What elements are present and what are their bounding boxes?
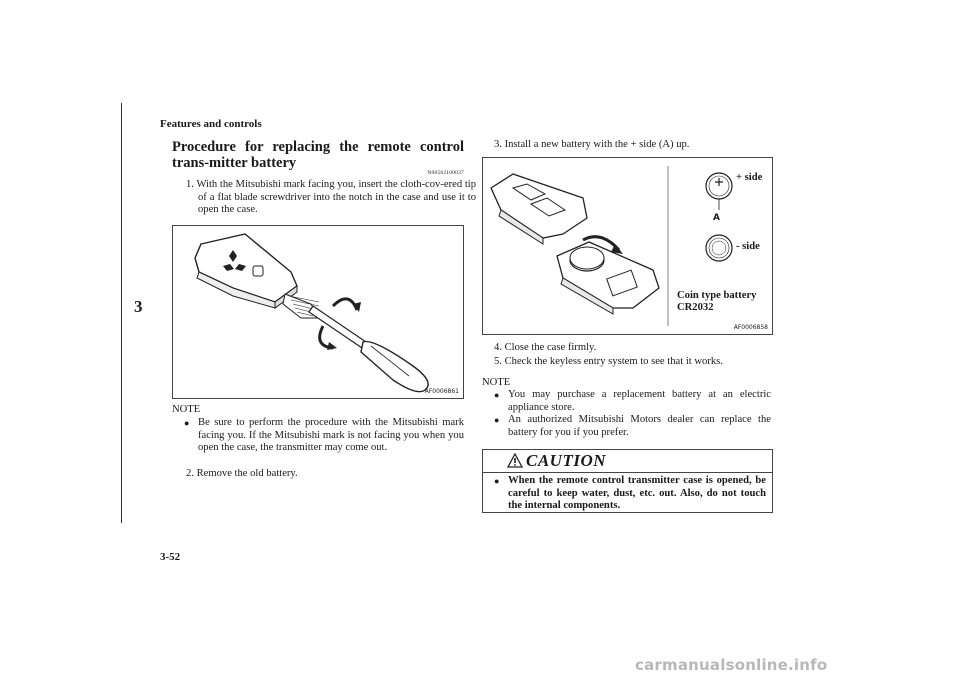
plus-side-label: + side xyxy=(736,172,763,183)
footer-watermark[interactable]: carmanualsonline.info xyxy=(635,656,828,674)
label-a: A xyxy=(713,213,720,223)
note-label-right: NOTE xyxy=(482,377,511,388)
running-header: Features and controls xyxy=(160,118,262,130)
bullet-icon: ● xyxy=(494,476,500,486)
section-title: Procedure for replacing the remote control trans-mitter battery xyxy=(172,139,464,171)
step-4: 4. Close the case firmly. xyxy=(494,342,597,353)
step-5: 5. Check the keyless entry system to see that it works. xyxy=(494,356,723,367)
minus-side-label: - side xyxy=(736,241,760,252)
chapter-divider-line xyxy=(121,103,122,523)
step-3: 3. Install a new battery with the + side (A) up. xyxy=(494,139,690,150)
note-item xyxy=(184,417,464,455)
battery-model-label: CR2032 xyxy=(677,302,714,313)
note-text-1: You may purchase a replacement battery at an electric appliance store. xyxy=(508,389,771,413)
step-2: 2. Remove the old battery. xyxy=(186,468,298,479)
key-screwdriver-illustration xyxy=(173,226,463,398)
note-item-2 xyxy=(494,414,771,439)
figure-1-code: AF0006861 xyxy=(424,388,459,395)
battery-type-label: Coin type battery xyxy=(677,290,757,301)
note-item-1 xyxy=(494,389,771,414)
note-text: Be sure to perform the procedure with the Mitsubishi mark facing you. If the Mitsubishi mark is not facing you when you open the case, the transmitter may come out. xyxy=(198,417,464,454)
note-label: NOTE xyxy=(172,404,201,415)
battery-minus-icon xyxy=(706,235,732,261)
page-number: 3-52 xyxy=(160,551,181,563)
bullet-icon: ● xyxy=(184,418,190,428)
chapter-tab: 3 xyxy=(134,297,143,316)
caution-box xyxy=(482,449,773,513)
figure-2-code: AF0006858 xyxy=(733,324,768,331)
section-code: N00562100037 xyxy=(427,170,464,176)
caution-title: CAUTION xyxy=(526,451,607,470)
note-text-2: An authorized Mitsubishi Motors dealer can replace the battery for you if you prefer. xyxy=(508,414,771,438)
battery-install-illustration xyxy=(483,158,772,334)
caution-header xyxy=(483,450,772,473)
bullet-icon: ● xyxy=(494,390,500,400)
caution-text: When the remote control transmitter case is opened, be careful to keep water, dust, etc. out. Also, do not touch the internal components. xyxy=(508,475,766,512)
step-1: 1. With the Mitsubishi mark facing you, insert the cloth-cov-ered tip of a flat blade screwdriver into the notch in the case and use it to open the case. xyxy=(186,179,476,216)
caution-item xyxy=(494,475,766,513)
warning-triangle-icon xyxy=(507,453,523,468)
figure-battery-install xyxy=(482,157,773,335)
bullet-icon: ● xyxy=(494,415,500,425)
figure-key-opening xyxy=(172,225,464,399)
